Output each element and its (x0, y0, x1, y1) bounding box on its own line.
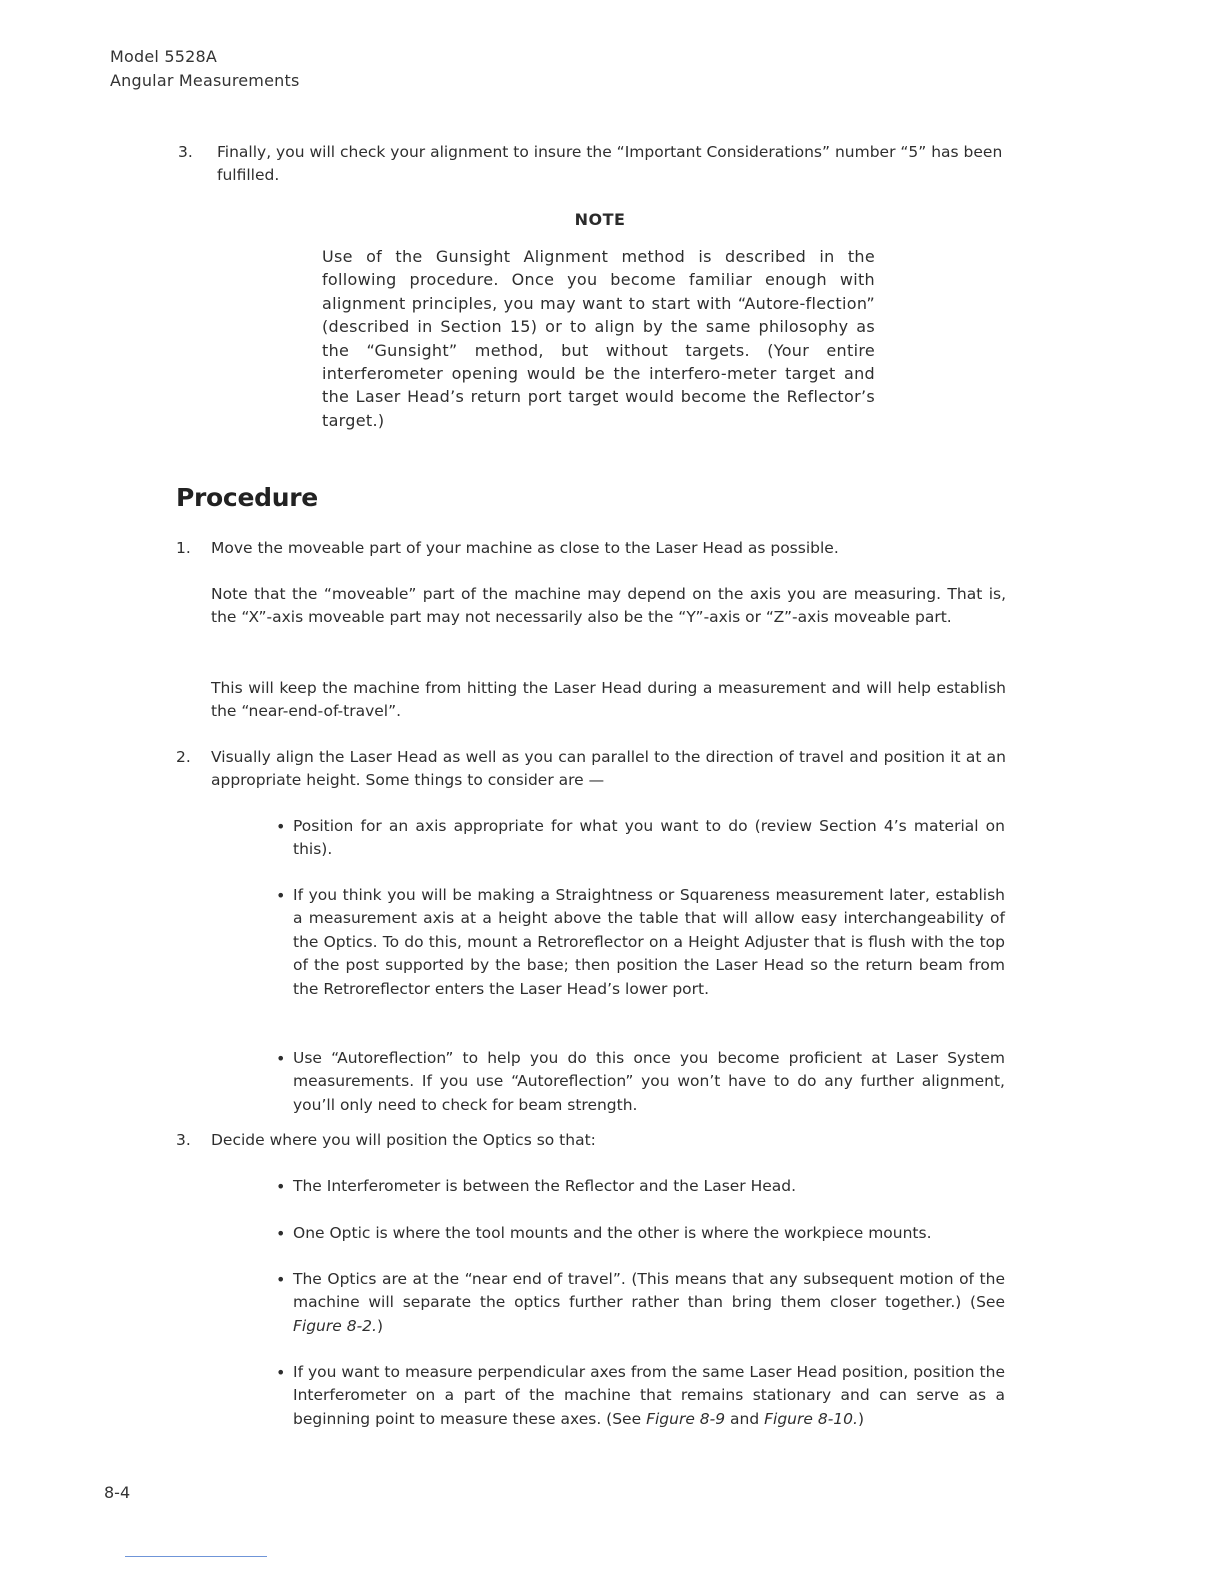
bullet-dot: • (276, 1049, 286, 1068)
step3-bullet-4 (293, 1361, 1005, 1431)
note-title: NOTE (574, 210, 626, 229)
step2-text: Visually align the Laser Head as well as you can parallel to the direction of travel and position it at an appropriate height. Some things to consider are — (211, 748, 1006, 790)
bullet4-and: and (725, 1409, 765, 1428)
header-section: Angular Measurements (110, 71, 300, 90)
step1-text: Move the moveable part of your machine as close to the Laser Head as possible. (211, 539, 839, 557)
step2-bullet-3: Use “Autoreflection” to help you do this once you become proficient at Laser System measurements. If you use “Autoreflection” you won’t have to do any further alignment, you’ll only need to check for beam strength. (293, 1049, 1005, 1114)
step1-number: 1. (176, 539, 191, 557)
bullet-dot: • (276, 817, 286, 836)
bullet3-end: ) (376, 1316, 384, 1335)
bullet4-text: If you want to measure perpendicular axes from the same Laser Head position, position the Interferometer on a part of the machine that remains stationary and can serve as a beginning point to measure these axes. (See (293, 1363, 1005, 1428)
step2-bullet-2: If you think you will be making a Straightness or Squareness measurement later, establish a measurement axis at a height above the table that will allow easy interchangeability of the Optics. To do this, mount a Retroreflector on a Height Adjuster that is flush with the top of the post supported by the base; then position the Laser Head so the return beam from the Retroreflector enters the Laser Head’s lower port. (293, 886, 1005, 998)
bullet-dot: • (276, 1177, 286, 1196)
step1-para2: This will keep the machine from hitting the Laser Head during a measurement and will help establish the “near-end-of-travel”. (211, 679, 1006, 721)
note-body: Use of the Gunsight Alignment method is described in the following procedure. Once you become familiar enough with alignment principles, you may want to start with “Autore-flection” (described in Section 15) or to align by the same philosophy as the “Gunsight” method, but without targets. (Your entire interferometer opening would be the interfero-meter target and the Laser Head’s return port target would become the Reflector’s target.) (322, 247, 875, 430)
figure-ref-8-10[interactable]: Figure 8-10. (764, 1409, 858, 1428)
bullet-dot: • (276, 886, 286, 905)
step3-bullet-2: One Optic is where the tool mounts and the other is where the workpiece mounts. (293, 1224, 932, 1242)
step3-text: Decide where you will position the Optics so that: (211, 1131, 596, 1149)
figure-ref-8-9[interactable]: Figure 8-9 (646, 1409, 726, 1428)
bullet-dot: • (276, 1270, 286, 1289)
step3-bullet-1: The Interferometer is between the Reflector and the Laser Head. (293, 1177, 797, 1195)
running-header (110, 45, 299, 93)
bottom-rule (125, 1556, 267, 1557)
step3-number: 3. (176, 1131, 191, 1149)
step1-para1: Note that the “moveable” part of the machine may depend on the axis you are measuring. That is, the “X”-axis moveable part may not necessarily also be the “Y”-axis or “Z”-axis moveable part. (211, 585, 1006, 627)
bullet-dot: • (276, 1363, 286, 1382)
intro-item-text: Finally, you will check your alignment to insure the “Important Considerations” number “5” has been fulfilled. (217, 143, 1003, 185)
header-model: Model 5528A (110, 47, 217, 66)
procedure-heading: Procedure (176, 483, 318, 512)
page-number: 8-4 (104, 1483, 131, 1502)
bullet4-end: ) (857, 1409, 865, 1428)
intro-item-number: 3. (178, 143, 193, 161)
step3-bullet-3 (293, 1268, 1005, 1338)
step2-number: 2. (176, 748, 191, 766)
bullet-dot: • (276, 1224, 286, 1243)
figure-ref-8-2[interactable]: Figure 8-2. (293, 1316, 377, 1335)
bullet3-text: The Optics are at the “near end of travel”. (This means that any subsequent motion of the machine will separate the optics further rather than bring them closer together.) (See (293, 1270, 1005, 1312)
step2-bullet-1: Position for an axis appropriate for what you want to do (review Section 4’s material on this). (293, 817, 1005, 859)
